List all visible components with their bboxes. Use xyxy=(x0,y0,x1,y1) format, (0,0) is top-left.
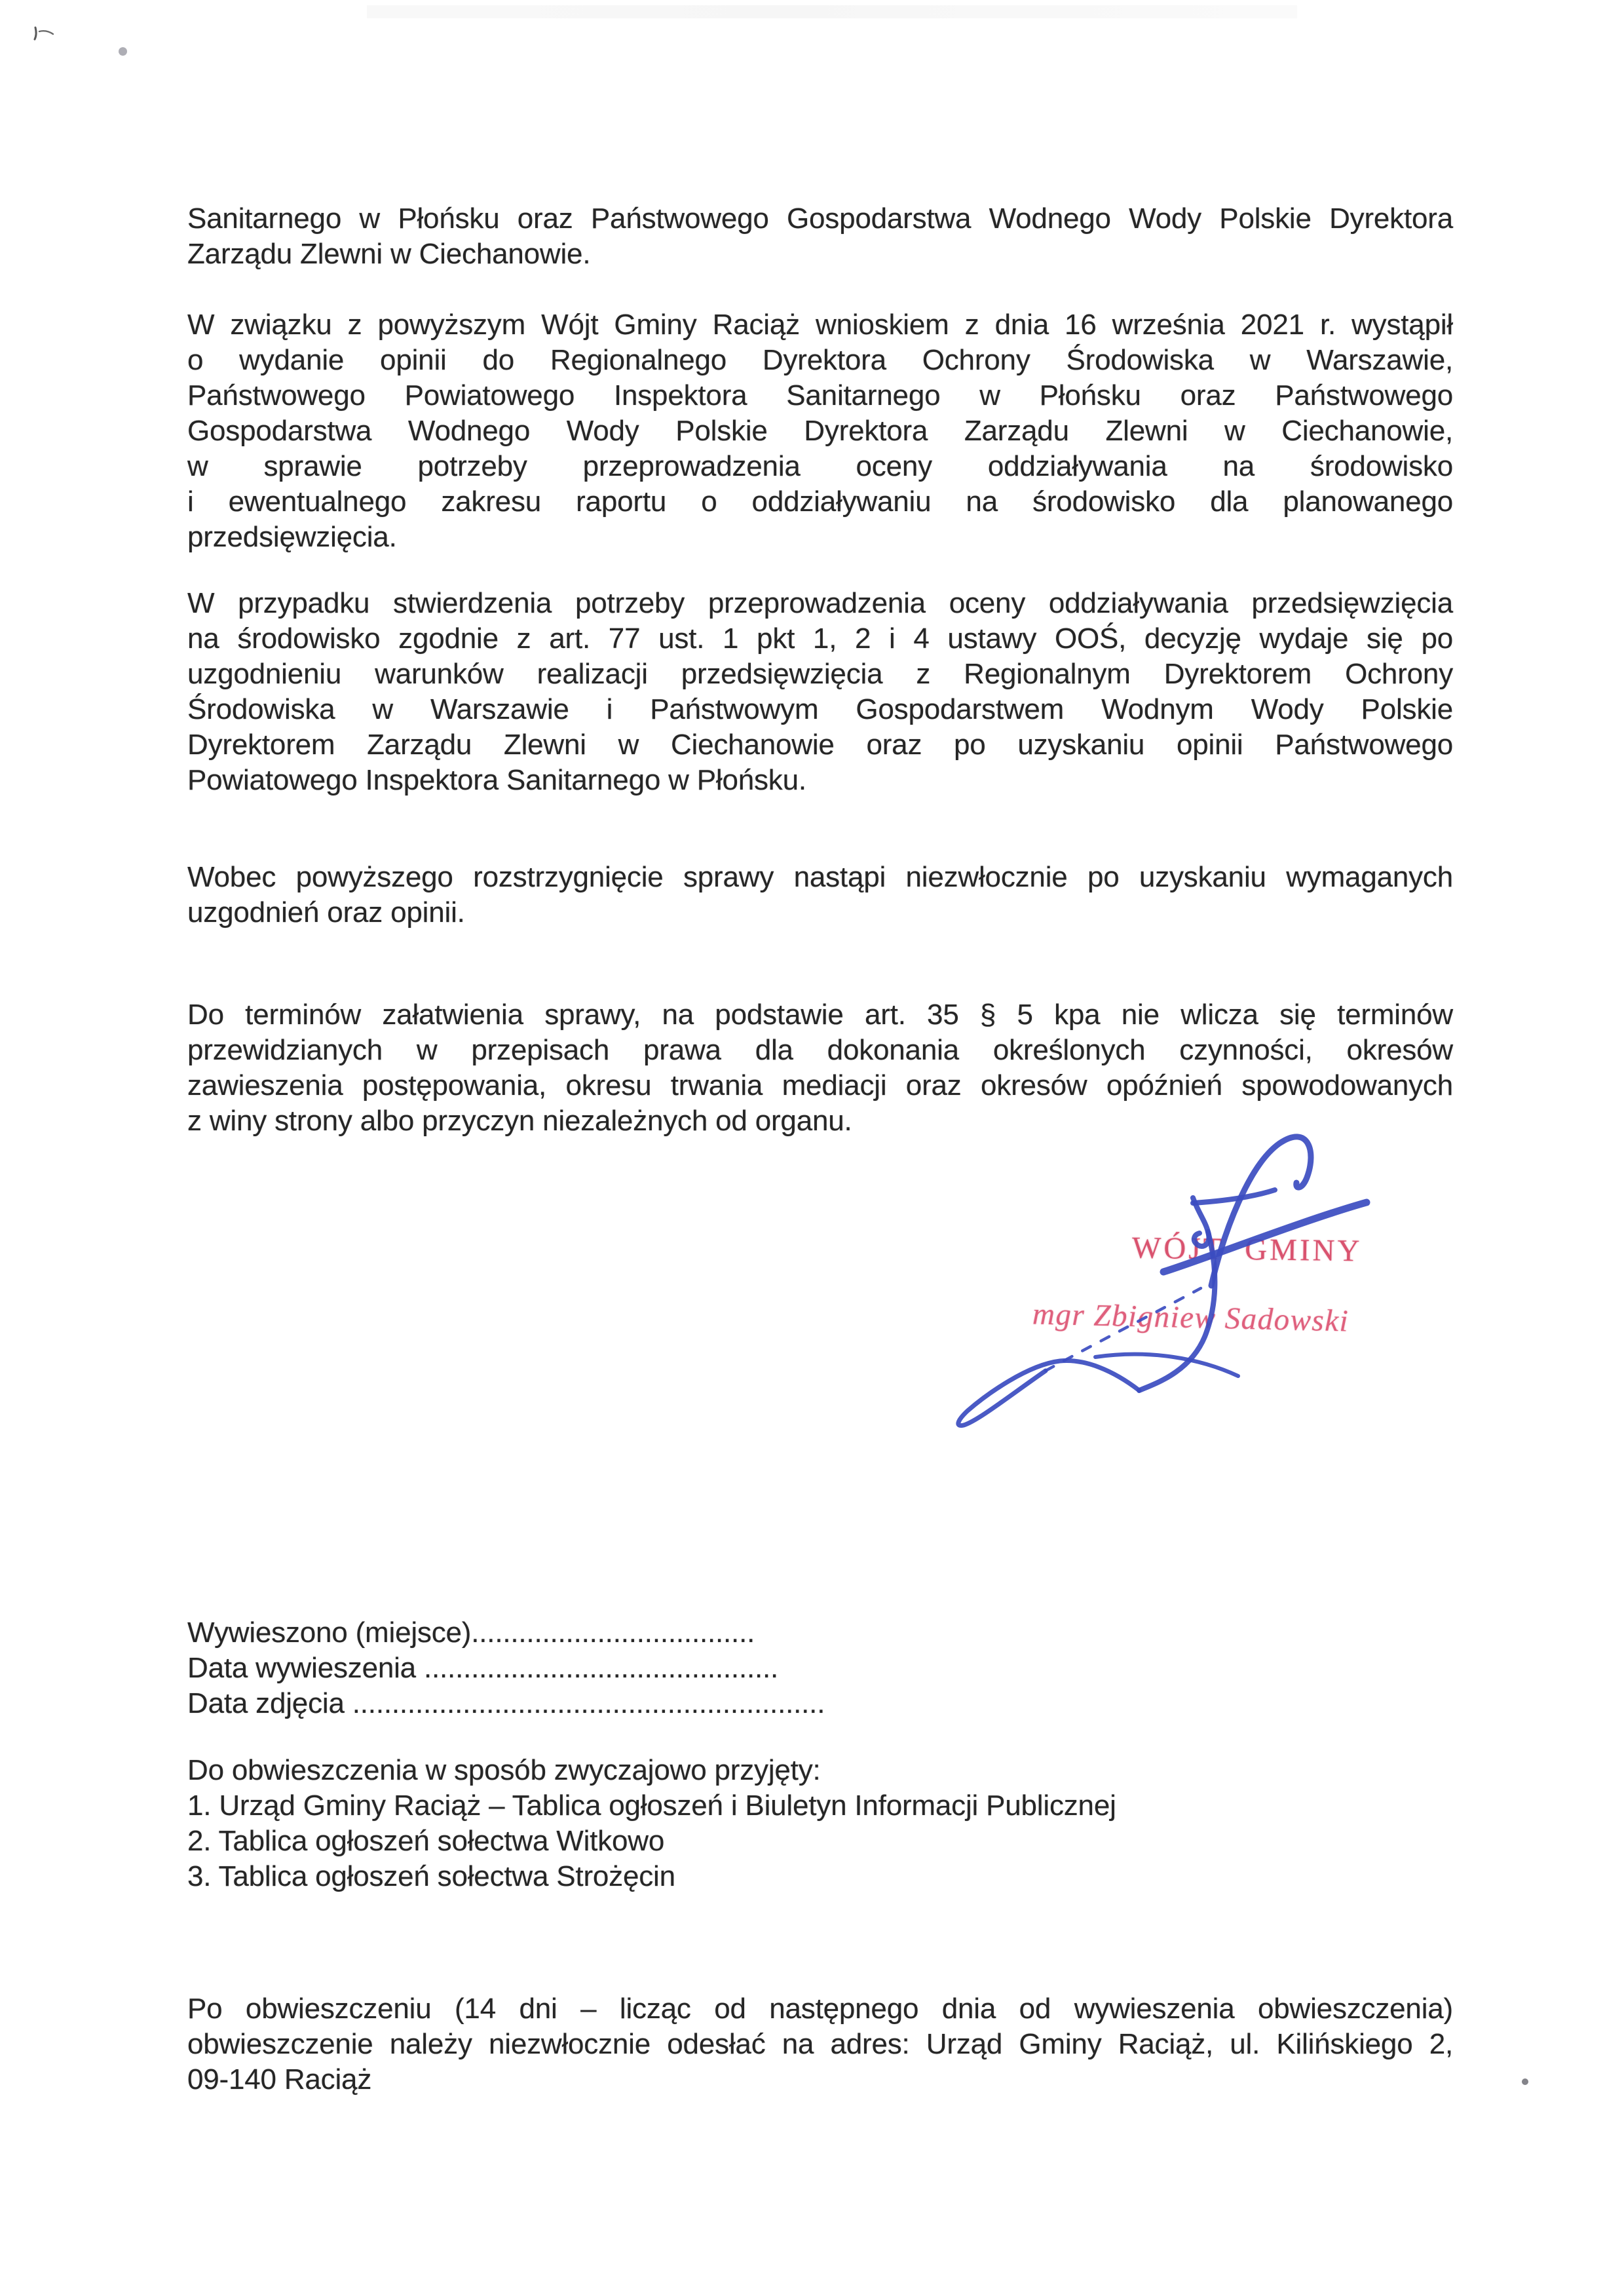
text-line: Wobec powyższego rozstrzygnięcie sprawy nastąpi niezwłocznie po uzyskaniu wymaganych xyxy=(187,861,1453,893)
stamp-title: WÓJT GMINY xyxy=(1131,1231,1363,1269)
scan-artifact-dot xyxy=(119,47,127,56)
text-line: W przypadku stwierdzenia potrzeby przeprowadzenia oceny oddziaływania przedsięwzięcia xyxy=(187,587,1453,619)
text-line: uzgodnieniu warunków realizacji przedsięwzięcia z Regionalnym Dyrektorem Ochrony xyxy=(187,658,1453,690)
announcement-method-heading xyxy=(187,1753,1453,1788)
text-line: uzgodnień oraz opinii. xyxy=(187,896,465,928)
paragraph-opinion-request xyxy=(187,307,1453,555)
scan-artifact-top-left xyxy=(31,24,58,47)
announcement-method-item: 1. Urząd Gminy Raciąż – Tablica ogłoszeń i Biuletyn Informacji Publicznej xyxy=(187,1789,1116,1822)
text-line: Gospodarstwa Wodnego Wody Polskie Dyrektora Zarządu Zlewni w Ciechanowie, xyxy=(187,415,1453,447)
announcement-method-list xyxy=(187,1788,1453,1894)
text-line: Do terminów załatwienia sprawy, na podstawie art. 35 § 5 kpa nie wlicza się terminów xyxy=(187,999,1453,1031)
text-line: z winy strony albo przyczyn niezależnych od organu. xyxy=(187,1105,852,1137)
text-line: o wydanie opinii do Regionalnego Dyrektora Ochrony Środowiska w Warszawie, xyxy=(187,344,1453,376)
text-line: W związku z powyższym Wójt Gminy Raciąż wnioskiem z dnia 16 września 2021 r. wystąpił xyxy=(187,309,1453,341)
text-line: Środowiska w Warszawie i Państwowym Gospodarstwem Wodnym Wody Polskie xyxy=(187,693,1453,725)
text-line: Zarządu Zlewni w Ciechanowie. xyxy=(187,238,591,270)
text-line: i ewentualnego zakresu raportu o oddziaływaniu na środowisko dla planowanego xyxy=(187,486,1453,518)
text-line: obwieszczenie należy niezwłocznie odesłać na adres: Urząd Gminy Raciąż, ul. Kilińskiego 2, xyxy=(187,2028,1453,2060)
signature-stroke-undercurve xyxy=(1193,1190,1275,1203)
text-line: Po obwieszczeniu (14 dni – licząc od następnego dnia od wywieszenia obwieszczenia) xyxy=(187,1993,1453,2025)
posting-block xyxy=(187,1615,1453,1721)
paragraph-authorities-continuation xyxy=(187,201,1453,272)
text-line: 09-140 Raciąż xyxy=(187,2063,372,2095)
paragraph-return-instructions xyxy=(187,1991,1453,2097)
scan-band-artifact xyxy=(367,5,1297,18)
text-line: zawieszenia postępowania, okresu trwania mediacji oraz okresów opóźnień spowodowanych xyxy=(187,1069,1453,1101)
posting-place-line: Wywieszono (miejsce).................................... xyxy=(187,1617,755,1649)
posting-removal-date-line: Data zdjęcia ............................................................ xyxy=(187,1687,825,1719)
posting-display-date-line: Data wywieszenia ............................................. xyxy=(187,1652,779,1684)
signature-ink xyxy=(937,1114,1605,1501)
text-line: Dyrektorem Zarządu Zlewni w Ciechanowie oraz po uzyskaniu opinii Państwowego xyxy=(187,729,1453,761)
paragraph-oos-decision xyxy=(187,586,1453,798)
text-line: Państwowego Powiatowego Inspektora Sanitarnego w Płońsku oraz Państwowego xyxy=(187,379,1453,411)
scan-artifact-bottom-dot xyxy=(1522,2078,1528,2085)
announcement-method-item: 3. Tablica ogłoszeń sołectwa Strożęcin xyxy=(187,1860,675,1892)
text-line: na środowisko zgodnie z art. 77 ust. 1 pkt 1, 2 i 4 ustawy OOŚ, decyzję wydaje się po xyxy=(187,622,1453,655)
signature-stroke-loop xyxy=(1211,1137,1311,1286)
text-line: przewidzianych w przepisach prawa dla dokonania określonych czynności, okresów xyxy=(187,1034,1453,1066)
signature-stroke-right-arc xyxy=(1095,1354,1238,1376)
text-line: Powiatowego Inspektora Sanitarnego w Płońsku. xyxy=(187,764,806,796)
paragraph-resolution-notice xyxy=(187,860,1453,930)
stamp-name: mgr Zbigniew Sadowski xyxy=(1032,1297,1350,1339)
text-line: w sprawie potrzeby przeprowadzenia oceny oddziaływania na środowisko xyxy=(187,450,1453,482)
announcement-method-item: 2. Tablica ogłoszeń sołectwa Witkowo xyxy=(187,1825,665,1857)
text-line: Do obwieszczenia w sposób zwyczajowo przyjęty: xyxy=(187,1754,821,1786)
text-line: przedsięwzięcia. xyxy=(187,521,397,553)
text-line: Sanitarnego w Płońsku oraz Państwowego Gospodarstwa Wodnego Wody Polskie Dyrektora xyxy=(187,202,1453,235)
